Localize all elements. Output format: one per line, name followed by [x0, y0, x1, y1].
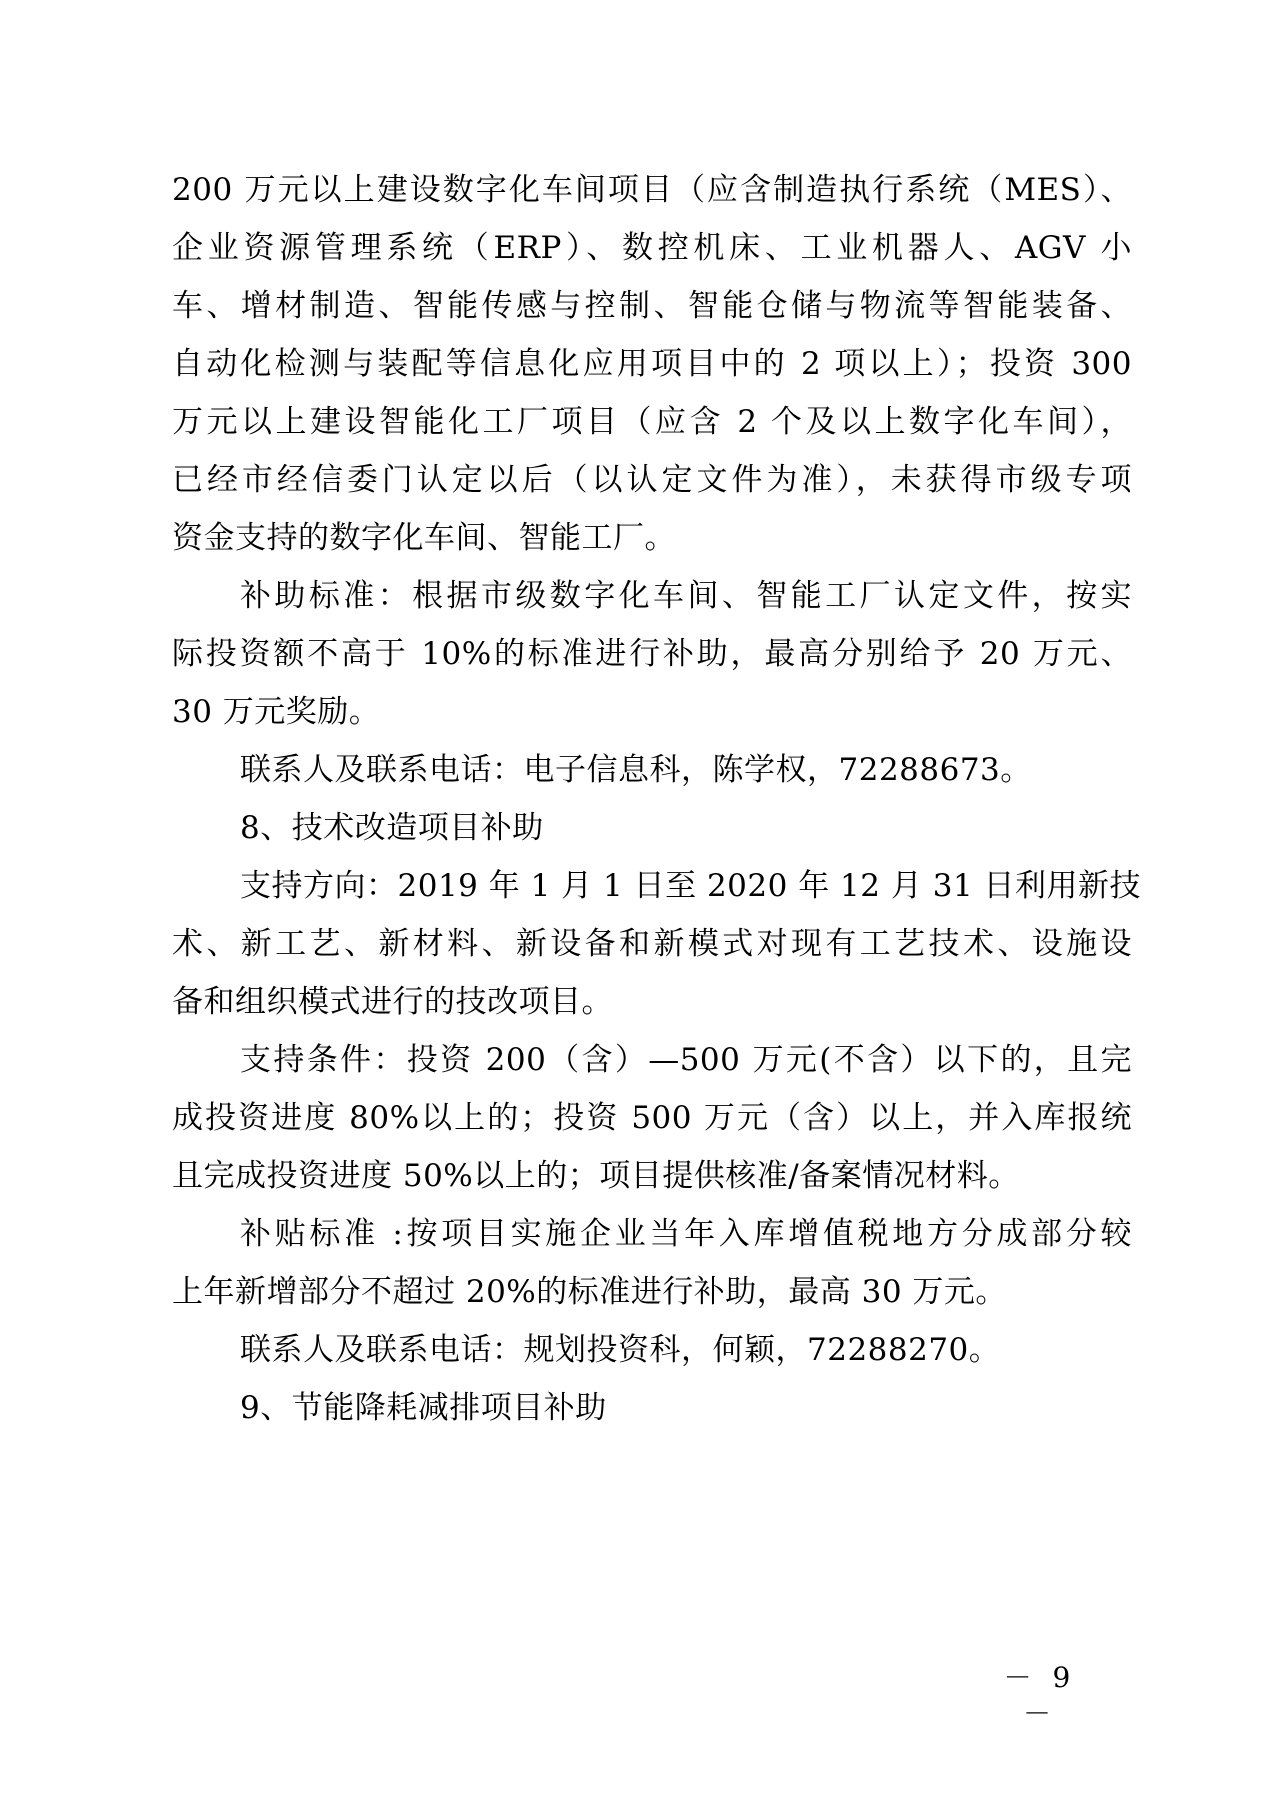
body-text-line: 且完成投资进度 50%以上的；项目提供核准/备案情况材料。	[172, 1158, 1020, 1194]
body-text-line: 资金支持的数字化车间、智能工厂。	[172, 520, 676, 556]
body-text-line: 已经市经信委门认定以后（以认定文件为准），未获得市级专项	[172, 462, 1132, 498]
subsidy-standard-paragraph: 补贴标准 :按项目实施企业当年入库增值税地方分成部分较	[240, 1216, 1132, 1252]
body-text-line: 万元以上建设智能化工厂项目（应含 2 个及以上数字化车间），	[172, 404, 1132, 440]
body-text-line: 车、增材制造、智能传感与控制、智能仓储与物流等智能装备、	[172, 288, 1132, 324]
body-text-line: 上年新增部分不超过 20%的标准进行补助，最高 30 万元。	[172, 1274, 1007, 1310]
body-text-line: 自动化检测与装配等信息化应用项目中的 2 项以上）；投资 300	[172, 346, 1132, 382]
section-heading: 9、节能降耗减排项目补助	[240, 1390, 607, 1426]
section-heading: 8、技术改造项目补助	[240, 810, 544, 846]
body-text-line: 备和组织模式进行的技改项目。	[172, 984, 613, 1020]
support-condition-paragraph: 支持条件：投资 200（含）—500 万元(不含）以下的，且完	[240, 1042, 1132, 1078]
body-text-line: 200 万元以上建设数字化车间项目（应含制造执行系统（MES）、	[172, 172, 1132, 208]
body-text-line: 际投资额不高于 10%的标准进行补助，最高分别给予 20 万元、	[172, 636, 1132, 672]
body-text-line: 成投资进度 80%以上的；投资 500 万元（含）以上，并入库报统	[172, 1100, 1132, 1136]
body-text-line: 30 万元奖励。	[172, 694, 381, 730]
contact-line: 联系人及联系电话：规划投资科，何颖，72288270。	[240, 1332, 1001, 1368]
body-text-line: 术、新工艺、新材料、新设备和新模式对现有工艺技术、设施设	[172, 926, 1132, 962]
subsidy-standard-paragraph: 补助标准：根据市级数字化车间、智能工厂认定文件，按实	[240, 578, 1132, 614]
page-number: － 9 －	[1003, 1661, 1077, 1730]
contact-line: 联系人及联系电话：电子信息科，陈学权，72288673。	[240, 752, 1032, 788]
support-direction-paragraph: 支持方向：2019 年 1 月 1 日至 2020 年 12 月 31 日利用新技	[240, 868, 1142, 904]
body-text-line: 企业资源管理系统（ERP）、数控机床、工业机器人、AGV 小	[172, 230, 1132, 266]
